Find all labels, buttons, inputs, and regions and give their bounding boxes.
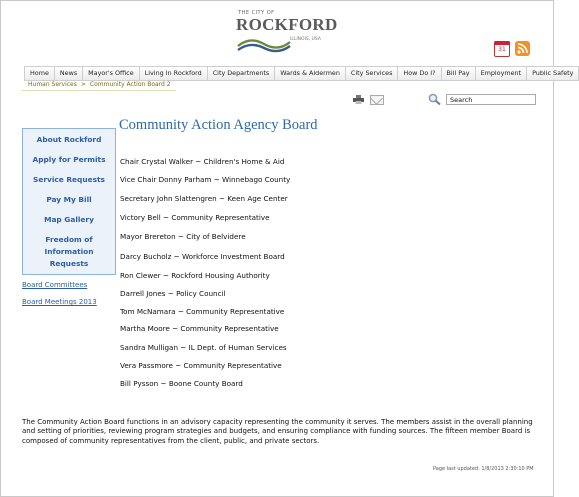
member-item: Ron Clewer ~ Rockford Housing Authority: [120, 271, 270, 280]
member-item: Secretary John Slattengren ~ Keen Age Center: [120, 194, 288, 203]
email-icon[interactable]: [370, 95, 384, 105]
logo-wordmark: ROCKFORD: [236, 15, 338, 34]
nav-item-how-do-i[interactable]: How Do I?: [398, 67, 441, 80]
search-icon: [428, 93, 441, 105]
member-item: Bill Pysson ~ Boone County Board: [120, 379, 243, 388]
member-item: Vera Passmore ~ Community Representative: [120, 361, 282, 370]
search-input[interactable]: [446, 94, 536, 105]
member-item: Chair Crystal Walker ~ Children's Home & Aid: [120, 157, 285, 166]
logo-small-text: THE CITY OF: [238, 10, 275, 16]
nav-item-mayors-office[interactable]: Mayor's Office: [83, 67, 140, 80]
member-item: Sandra Mulligan ~ IL Dept. of Human Services: [120, 343, 287, 352]
nav-item-home[interactable]: Home: [25, 67, 55, 80]
sidebar-item-pay-my-bill[interactable]: Pay My Bill: [46, 195, 92, 204]
nav-item-city-departments[interactable]: City Departments: [208, 67, 276, 80]
breadcrumb-divider: [22, 90, 176, 91]
sidebar-item-foia-line1[interactable]: Freedom of: [45, 235, 93, 244]
city-logo[interactable]: [236, 8, 338, 58]
nav-item-news[interactable]: News: [55, 67, 83, 80]
logo-sub-text: ILLINOIS, USA: [290, 37, 321, 42]
member-item: Vice Chair Donny Parham ~ Winnebago County: [120, 175, 291, 184]
breadcrumb: [28, 81, 171, 88]
sidebar-item-about-rockford[interactable]: About Rockford: [36, 135, 102, 144]
sidebar-item-service-requests[interactable]: Service Requests: [33, 175, 105, 184]
nav-item-bill-pay[interactable]: Bill Pay: [442, 67, 476, 80]
nav-item-public-safety[interactable]: Public Safety: [532, 69, 574, 77]
rss-icon[interactable]: [515, 41, 530, 56]
breadcrumb-human-services[interactable]: Human Services: [28, 81, 77, 88]
logo-swoosh-icon: [236, 34, 292, 54]
member-item: Mayor Brereton ~ City of Belvidere: [120, 232, 246, 241]
nav-item-employment[interactable]: Employment: [476, 67, 528, 80]
calendar-icon[interactable]: 31: [494, 41, 510, 57]
print-icon[interactable]: [353, 95, 364, 104]
link-board-meetings-2013[interactable]: Board Meetings 2013: [22, 298, 97, 306]
sidebar-item-foia-line2[interactable]: Information: [44, 247, 94, 256]
board-description: The Community Action Board functions in an advisory capacity representing the community it serves. The members assist in the overall planning and setting of priorities, reviewing program strategies and budgets, and ensuring compliance with funding sources. The fifteen member Board is composed of community representatives from the client, public, and private sectors.: [22, 418, 533, 445]
member-item: Darcy Bucholz ~ Workforce Investment Board: [120, 252, 285, 261]
page-title: Community Action Agency Board: [119, 117, 318, 133]
member-item: Martha Moore ~ Community Representative: [120, 324, 279, 333]
main-nav: [24, 66, 579, 81]
member-item: Victory Bell ~ Community Representative: [120, 213, 270, 222]
breadcrumb-current[interactable]: Community Action Board 2: [89, 81, 171, 88]
last-updated: Page last updated: 1/8/2013 2:30:10 PM: [433, 466, 534, 472]
sidebar-item-foia-line3[interactable]: Requests: [49, 259, 89, 268]
nav-item-city-services[interactable]: City Services: [346, 67, 399, 80]
nav-item-wards-aldermen[interactable]: Wards & Aldermen: [275, 67, 346, 80]
sidebar-item-apply-for-permits[interactable]: Apply for Permits: [32, 155, 106, 164]
sidebar-item-map-gallery[interactable]: Map Gallery: [44, 215, 94, 224]
member-item: Tom McNamara ~ Community Representative: [120, 307, 285, 316]
nav-item-living-in-rockford[interactable]: Living In Rockford: [140, 67, 208, 80]
link-board-committees[interactable]: Board Committees: [22, 281, 88, 289]
breadcrumb-separator: >: [80, 81, 86, 88]
sidebar-nav: [22, 128, 116, 275]
member-item: Darrell Jones ~ Policy Council: [120, 289, 226, 298]
